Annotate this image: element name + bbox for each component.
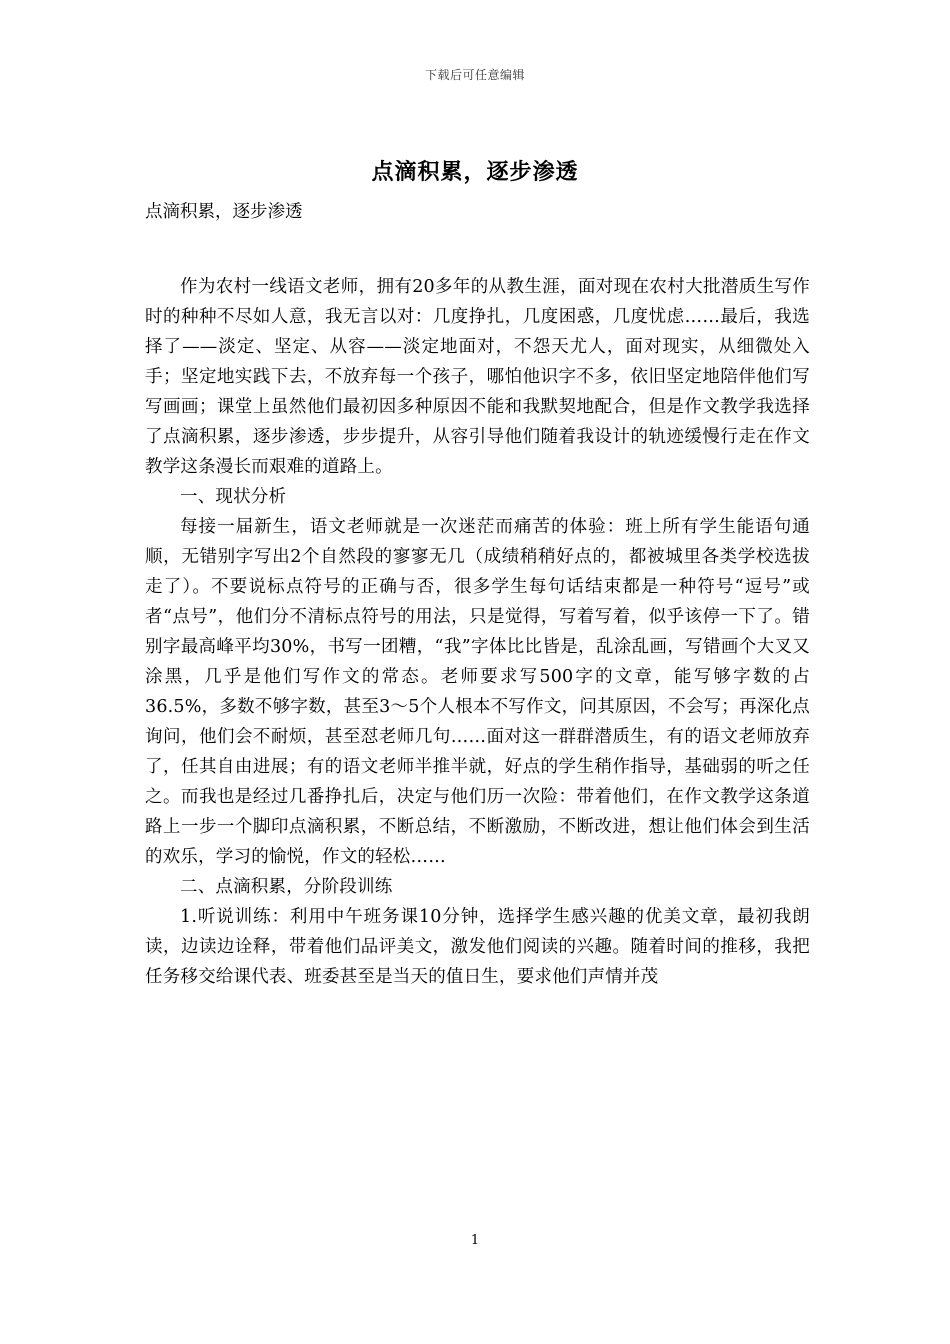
section-heading-staged-training: 二、点滴积累，分阶段训练: [180, 877, 393, 897]
document-body: [145, 272, 810, 992]
paragraph-intro: 作为农村一线语文老师，拥有20多年的从教生涯，面对现在农村大批潜质生写作时的种种不尽如人意，我无言以对：几度挣扎，几度困惑，几度忧虑……最后，我选择了——淡定、坚定、从容——淡定地面对，不怨天尤人，面对现实，从细微处入手；坚定地实践下去，不放弃每一个孩子，哪怕他识字不多，依旧坚定地陪伴他们写写画画；课堂上虽然他们最初因多种原因不能和我默契地配合，但是作文教学我选择了点滴积累，逐步渗透，步步提升，从容引导他们随着我设计的轨迹缓慢行走在作文教学这条漫长而艰难的道路上。: [145, 277, 810, 477]
page-number: 1: [470, 1233, 480, 1248]
document-title: 点滴积累，逐步渗透: [371, 159, 579, 185]
section-heading-status-analysis: 一、现状分析: [180, 487, 287, 507]
page-header-note: 下载后可任意编辑: [424, 68, 525, 82]
document-subtitle: 点滴积累，逐步渗透: [145, 202, 303, 222]
paragraph-listening-speaking-training: 1.听说训练：利用中午班务课10分钟，选择学生感兴趣的优美文章，最初我朗读，边读边诠释，带着他们品评美文，激发他们阅读的兴趣。随着时间的推移，我把任务移交给课代表、班委甚至是当天的值日生，要求他们声情并茂: [145, 907, 810, 987]
paragraph-status-analysis: 每接一届新生，语文老师就是一次迷茫而痛苦的体验：班上所有学生能语句通顺，无错别字写出2个自然段的寥寥无几（成绩稍稍好点的，都被城里各类学校选拔走了）。不要说标点符号的正确与否，很多学生每句话结束都是一种符号“逗号”或者“点号”，他们分不清标点符号的用法，只是觉得，写着写着，似乎该停一下了。错别字最高峰平均30%，书写一团糟，“我”字体比比皆是，乱涂乱画，写错画个大叉又涂黑，几乎是他们写作文的常态。老师要求写500字的文章，能写够字数的占36.5%，多数不够字数，甚至3～5个人根本不写作文，问其原因，不会写；再深化点询问，他们会不耐烦，甚至怼老师几句……面对这一群群潜质生，有的语文老师放弃了，任其自由进展；有的语文老师半推半就，好点的学生稍作指导，基础弱的听之任之。而我也是经过几番挣扎后，决定与他们历一次险：带着他们，在作文教学这条道路上一步一个脚印点滴积累，不断总结，不断激励，不断改进，想让他们体会到生活的欢乐，学习的愉悦，作文的轻松……: [145, 517, 810, 867]
